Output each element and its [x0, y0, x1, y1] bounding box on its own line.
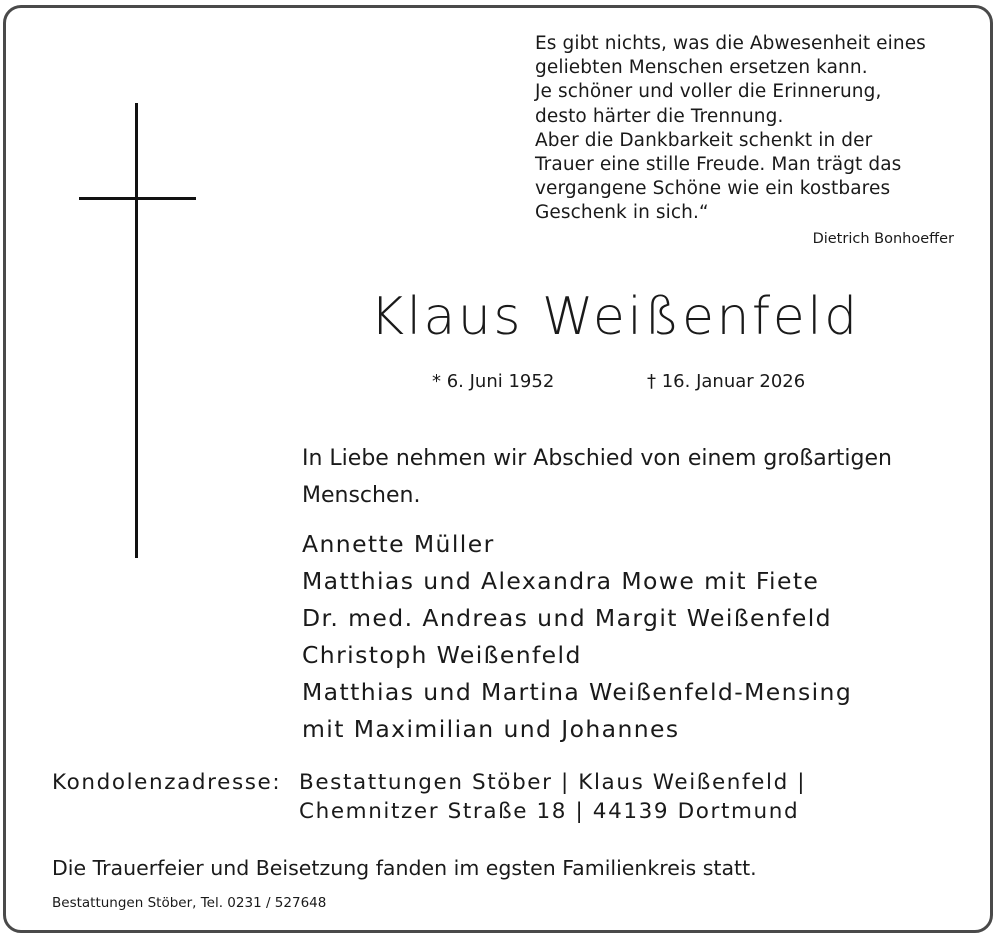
farewell-text: In Liebe nehmen wir Abschied von einem großartigen Menschen. — [302, 446, 892, 508]
family-member: mit Maximilian und Johannes — [302, 715, 680, 743]
condolence-address-line: Bestattungen Stöber | Klaus Weißenfeld | — [299, 770, 807, 795]
quote-line: Trauer eine stille Freude. Man trägt das — [535, 154, 902, 176]
cross-horizontal-bar — [79, 197, 196, 200]
cross-vertical-bar — [135, 103, 138, 558]
service-note: Die Trauerfeier und Beisetzung fanden im egsten Familienkreis statt. — [52, 856, 757, 880]
condolence-address-line: Chemnitzer Straße 18 | 44139 Dortmund — [299, 799, 800, 824]
family-member: Annette Müller — [302, 530, 495, 558]
quote-line: vergangene Schöne wie ein kostbares — [535, 178, 891, 200]
funeral-home-footer: Bestattungen Stöber, Tel. 0231 / 527648 — [52, 895, 327, 911]
deceased-name: Klaus Weißenfeld — [370, 287, 860, 347]
death-date: † 16. Januar 2026 — [647, 371, 806, 392]
quote-line: Geschenk in sich.“ — [535, 202, 709, 224]
family-member: Matthias und Martina Weißenfeld-Mensing — [302, 678, 853, 706]
quote-line: Es gibt nichts, was die Abwesenheit eines — [535, 33, 926, 54]
quote-line: Je schöner und voller die Erinnerung, — [535, 81, 882, 103]
family-member: Matthias und Alexandra Mowe mit Fiete — [302, 567, 820, 595]
quote-line: Aber die Dankbarkeit schenkt in der — [535, 129, 873, 151]
quote-line: desto härter die Trennung. — [535, 105, 784, 127]
family-member: Dr. med. Andreas und Margit Weißenfeld — [302, 604, 832, 632]
quote-line: geliebten Menschen ersetzen kann. — [535, 57, 868, 79]
family-list — [302, 526, 852, 748]
family-member: Christoph Weißenfeld — [302, 641, 582, 669]
quote — [535, 32, 975, 226]
birth-date: * 6. Juni 1952 — [432, 371, 555, 392]
condolence-label: Kondolenzadresse: — [52, 770, 282, 795]
quote-author: Dietrich Bonhoeffer — [812, 231, 954, 247]
